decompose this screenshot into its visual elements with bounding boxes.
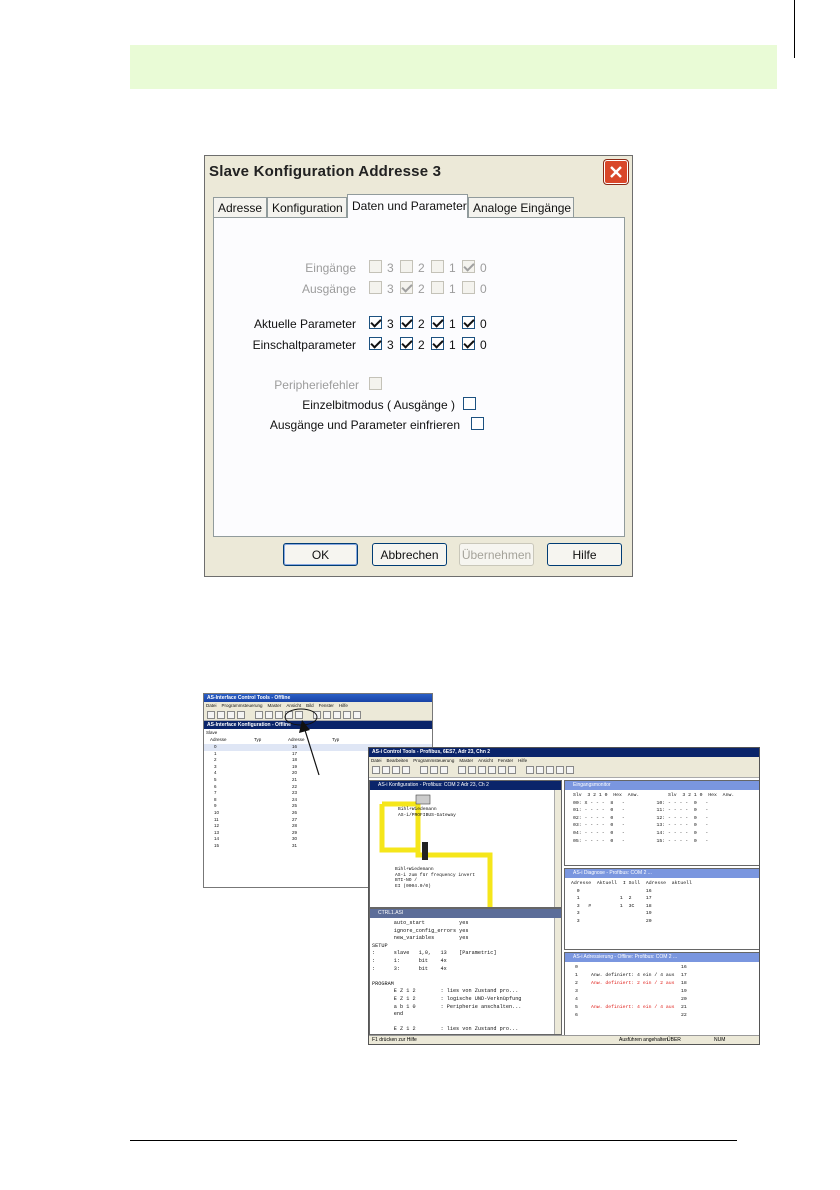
table-row[interactable]: 9 25 <box>214 803 298 809</box>
input-monitor-pane <box>564 780 760 866</box>
status-bar <box>369 1035 759 1044</box>
toolbar-button[interactable] <box>227 711 235 719</box>
list-item[interactable]: 5 Anw. definiert: 4 ein / 4 aus 21 <box>575 1005 687 1010</box>
control-tools-toolbar <box>369 764 759 778</box>
program-scrollbar[interactable] <box>554 918 561 1035</box>
toolbar-button[interactable] <box>478 766 486 774</box>
list-item[interactable]: 3 19 <box>575 989 687 994</box>
toolbar-button[interactable] <box>392 766 400 774</box>
bit-label-einschalt-0: 0 <box>480 338 487 352</box>
gateway-label: Bihl+Wiedemann AS-i/PROFIBUS-Gateway <box>398 807 456 818</box>
slave-config-dialog <box>204 155 633 577</box>
toolbar-button[interactable] <box>488 766 496 774</box>
addressing-rows <box>565 962 759 1020</box>
checkbox-einschalt-bit-2[interactable] <box>400 337 413 350</box>
checkbox-eingaenge-bit-0 <box>462 260 475 273</box>
cancel-button[interactable]: Abbrechen <box>372 543 447 566</box>
checkbox-aktuelle-bit-3[interactable] <box>369 316 382 329</box>
margin-rule <box>794 0 795 58</box>
checkbox-einzelbitmodus[interactable] <box>463 397 476 410</box>
table-row[interactable]: 3 19 <box>214 763 298 769</box>
tab-page-daten-parameter <box>213 217 625 537</box>
program-text: auto_start yes ignore_config_errors yes new_variables yes SETUP : slave 1,0, 13 [Parametric] : 1: bit 4x : 3: bit 4x PROGRAM E Z 1 2 : lies von Zustand pro... E Z 1 2 : logische UND-Verknüpfung a b 1 0 : Peripherie anschalten... end E Z 1 2 : lies von Zustand pro... <box>372 920 522 1033</box>
checkbox-aktuelle-bit-1[interactable] <box>431 316 444 329</box>
checkbox-einschalt-bit-0[interactable] <box>462 337 475 350</box>
checkbox-einschalt-bit-1[interactable] <box>431 337 444 350</box>
bit-label-ausgaenge-0: 0 <box>480 282 487 296</box>
toolbar-button[interactable] <box>402 766 410 774</box>
table-row[interactable]: 10 26 <box>214 809 298 815</box>
toolbar-button[interactable] <box>556 766 564 774</box>
input-monitor-title: Eingangsmonitor <box>565 781 759 790</box>
control-menu-item[interactable]: Hilfe <box>518 758 528 763</box>
tab-daten-und-parameter[interactable]: Daten und Parameter <box>347 194 468 218</box>
toolbar-button[interactable] <box>440 766 448 774</box>
table-row[interactable]: 0 16 <box>204 744 432 751</box>
checkbox-eingaenge-bit-1 <box>431 260 444 273</box>
tab-analoge-eingaenge[interactable]: Analoge Eingänge <box>468 197 574 217</box>
ok-button[interactable]: OK <box>283 543 358 566</box>
dialog-titlebar <box>205 156 632 188</box>
toolbar-button[interactable] <box>255 711 263 719</box>
toolbar-button[interactable] <box>508 766 516 774</box>
table-row[interactable]: 7 23 <box>214 790 298 796</box>
checkbox-peripheriefehler <box>369 377 382 390</box>
offline-titlebar: AS-Interface Control Tools - Offline <box>204 694 432 702</box>
checkbox-aktuelle-bit-2[interactable] <box>400 316 413 329</box>
addressing-pane <box>564 952 760 1036</box>
label-einzelbitmodus: Einzelbitmodus ( Ausgänge ) <box>302 398 455 412</box>
toolbar-button[interactable] <box>420 766 428 774</box>
arrow-pointer-icon <box>280 700 360 810</box>
toolbar-button[interactable] <box>217 711 225 719</box>
label-ausgaenge: Ausgänge <box>301 282 356 296</box>
addressing-title: AS-i Adressierung - Offline: Profibus: COM 2 ... <box>565 953 759 962</box>
toolbar-button[interactable] <box>382 766 390 774</box>
program-pane-title: CTRL1.ASI <box>370 909 561 918</box>
status-ueber: ÜBER <box>667 1037 681 1043</box>
list-item[interactable]: 4 20 <box>575 997 687 1002</box>
table-row[interactable]: 4 20 <box>214 770 298 776</box>
table-row[interactable]: 5 21 <box>214 776 298 782</box>
checkbox-ausgaenge-bit-0 <box>462 281 475 294</box>
toolbar-button[interactable] <box>526 766 534 774</box>
checkbox-ausgaenge-bit-3 <box>369 281 382 294</box>
close-button[interactable] <box>604 160 628 184</box>
list-item[interactable]: 0 16 <box>575 965 687 970</box>
dialog-title: Slave Konfiguration Addresse 3 <box>209 163 442 180</box>
bit-label-ausgaenge-2: 2 <box>418 282 425 296</box>
program-pane <box>369 908 562 1035</box>
bit-label-aktuelle-3: 3 <box>387 317 394 331</box>
toolbar-button[interactable] <box>566 766 574 774</box>
label-eingaenge: Eingänge <box>305 261 356 275</box>
checkbox-eingaenge-bit-2 <box>400 260 413 273</box>
offline-menu-item[interactable]: Datei <box>206 703 217 708</box>
status-run: Ausführen angehalten <box>619 1037 668 1043</box>
toolbar-button[interactable] <box>237 711 245 719</box>
konfiguration-scrollbar[interactable] <box>554 790 561 907</box>
bit-label-einschalt-1: 1 <box>449 338 456 352</box>
table-row[interactable]: 2 18 <box>214 757 298 763</box>
offline-menu-item[interactable]: Ansicht <box>286 703 302 708</box>
table-row[interactable]: 13 29 <box>214 829 298 835</box>
footer-rule <box>130 1140 737 1141</box>
control-menu-item[interactable]: Master <box>459 758 474 763</box>
bit-label-eingaenge-2: 2 <box>418 261 425 275</box>
input-monitor-rows: 00: X - - - 8 - 10: - - - - 0 - 01: - - - - 0 - 11: - - - - 0 - 02: - - - - 0 - 12: - - - - 0 - 03: - - - - 0 - 13: - - - - 0 - 04: - - - - 0 - 14: - - - - 0 - 05: - - - - 0 - 15: - - - - 0 - <box>573 800 709 844</box>
bit-label-eingaenge-0: 0 <box>480 261 487 275</box>
diagnose-pane <box>564 868 760 950</box>
toolbar-button[interactable] <box>498 766 506 774</box>
bit-label-einschalt-2: 2 <box>418 338 425 352</box>
list-item[interactable]: 2 Anw. definiert: 2 ein / 2 aus 18 <box>575 981 687 986</box>
table-row[interactable]: 11 27 <box>214 816 298 822</box>
toolbar-button[interactable] <box>430 766 438 774</box>
table-row[interactable]: 1 17 <box>214 750 298 756</box>
close-icon <box>610 166 622 178</box>
toolbar-button[interactable] <box>536 766 544 774</box>
checkbox-einschalt-bit-3[interactable] <box>369 337 382 350</box>
tab-adresse[interactable]: Adresse <box>213 197 267 217</box>
control-tools-titlebar: AS-i Control Tools - Profibus, 6ES7, Adr 23, Chn 2 <box>369 748 759 757</box>
toolbar-button[interactable] <box>546 766 554 774</box>
konfiguration-pane-title: AS-i Konfiguration - Profibus: COM 2 Adr 23, Ch 2 <box>370 781 561 790</box>
table-row[interactable]: 15 31 <box>214 842 298 848</box>
slave-label: Bihl+Wiedemann AS-i zum für frequency invert BTI-NO / EI (0004.0/0) <box>395 867 475 889</box>
offline-menu-item[interactable]: Hilfe <box>338 703 348 708</box>
checkbox-aktuelle-bit-0[interactable] <box>462 316 475 329</box>
tab-konfiguration[interactable]: Konfiguration <box>267 197 347 217</box>
bit-label-einschalt-3: 3 <box>387 338 394 352</box>
control-menu-item[interactable]: Bearbeiten <box>386 758 409 763</box>
table-row[interactable]: 12 28 <box>214 823 298 829</box>
bit-label-ausgaenge-1: 1 <box>449 282 456 296</box>
bit-label-aktuelle-1: 1 <box>449 317 456 331</box>
bit-label-eingaenge-1: 1 <box>449 261 456 275</box>
header-band <box>130 45 777 89</box>
list-item[interactable]: 6 22 <box>575 1013 687 1018</box>
label-einschaltparameter: Einschaltparameter <box>252 338 356 352</box>
table-row[interactable]: 14 30 <box>214 836 298 842</box>
toolbar-button[interactable] <box>265 711 273 719</box>
diagnose-rows: 0 16 1 1 2 17 3 # 1 3C 18 3 19 3 20 <box>576 888 652 924</box>
control-menu-item[interactable]: Ansicht <box>478 758 493 763</box>
apply-button: Übernehmen <box>459 543 534 566</box>
table-row[interactable]: 6 22 <box>214 783 298 789</box>
offline-menu-item[interactable]: Fenster <box>318 703 334 708</box>
control-menu-item[interactable]: Programmsteuerung <box>413 758 455 763</box>
label-einfrieren: Ausgänge und Parameter einfrieren <box>269 418 460 432</box>
status-help: F1 drücken zur Hilfe <box>372 1037 417 1043</box>
list-item[interactable]: 1 Anw. definiert: 4 ein / 4 aus 17 <box>575 973 687 978</box>
toolbar-button[interactable] <box>372 766 380 774</box>
diagnose-header: Adresse Aktuell I Soll Adresse aktuell <box>571 881 692 886</box>
bit-label-ausgaenge-3: 3 <box>387 282 394 296</box>
bit-label-eingaenge-3: 3 <box>387 261 394 275</box>
control-tools-window-screenshot <box>368 747 760 1045</box>
toolbar-button[interactable] <box>207 711 215 719</box>
status-num: NUM <box>714 1037 726 1043</box>
table-row[interactable]: 8 24 <box>214 796 298 802</box>
offline-menu-item[interactable]: Bild <box>306 703 314 708</box>
toolbar-button[interactable] <box>458 766 466 774</box>
toolbar-button[interactable] <box>468 766 476 774</box>
control-menu-item[interactable]: Datei <box>371 758 382 763</box>
control-tools-menubar <box>369 757 759 764</box>
label-peripheriefehler: Peripheriefehler <box>274 378 359 392</box>
konfig-child-titlebar: AS-Interface Konfiguration - Offline <box>204 721 432 729</box>
control-menu-item[interactable]: Fenster <box>497 758 514 763</box>
offline-menu-item[interactable]: Programmsteuerung <box>221 703 263 708</box>
offline-menu-item[interactable]: Master <box>267 703 282 708</box>
bit-label-aktuelle-0: 0 <box>480 317 487 331</box>
checkbox-ausgaenge-bit-1 <box>431 281 444 294</box>
konfiguration-pane <box>369 780 562 908</box>
diagnose-title: AS-i Diagnose - Profibus: COM 2 ... <box>565 869 759 878</box>
label-aktuelle-parameter: Aktuelle Parameter <box>253 317 356 331</box>
checkbox-einfrieren[interactable] <box>471 417 484 430</box>
checkbox-ausgaenge-bit-2 <box>400 281 413 294</box>
konfig-child-menu: Slave <box>204 729 432 736</box>
checkbox-eingaenge-bit-3 <box>369 260 382 273</box>
input-monitor-header: Slv 3 2 1 0 Hex Anw. Slv 3 2 1 0 Hex Anw. <box>573 793 735 798</box>
konfig-column-header: Adresse Typ Adresse Typ <box>210 737 340 742</box>
bit-label-aktuelle-2: 2 <box>418 317 425 331</box>
help-button[interactable]: Hilfe <box>547 543 622 566</box>
